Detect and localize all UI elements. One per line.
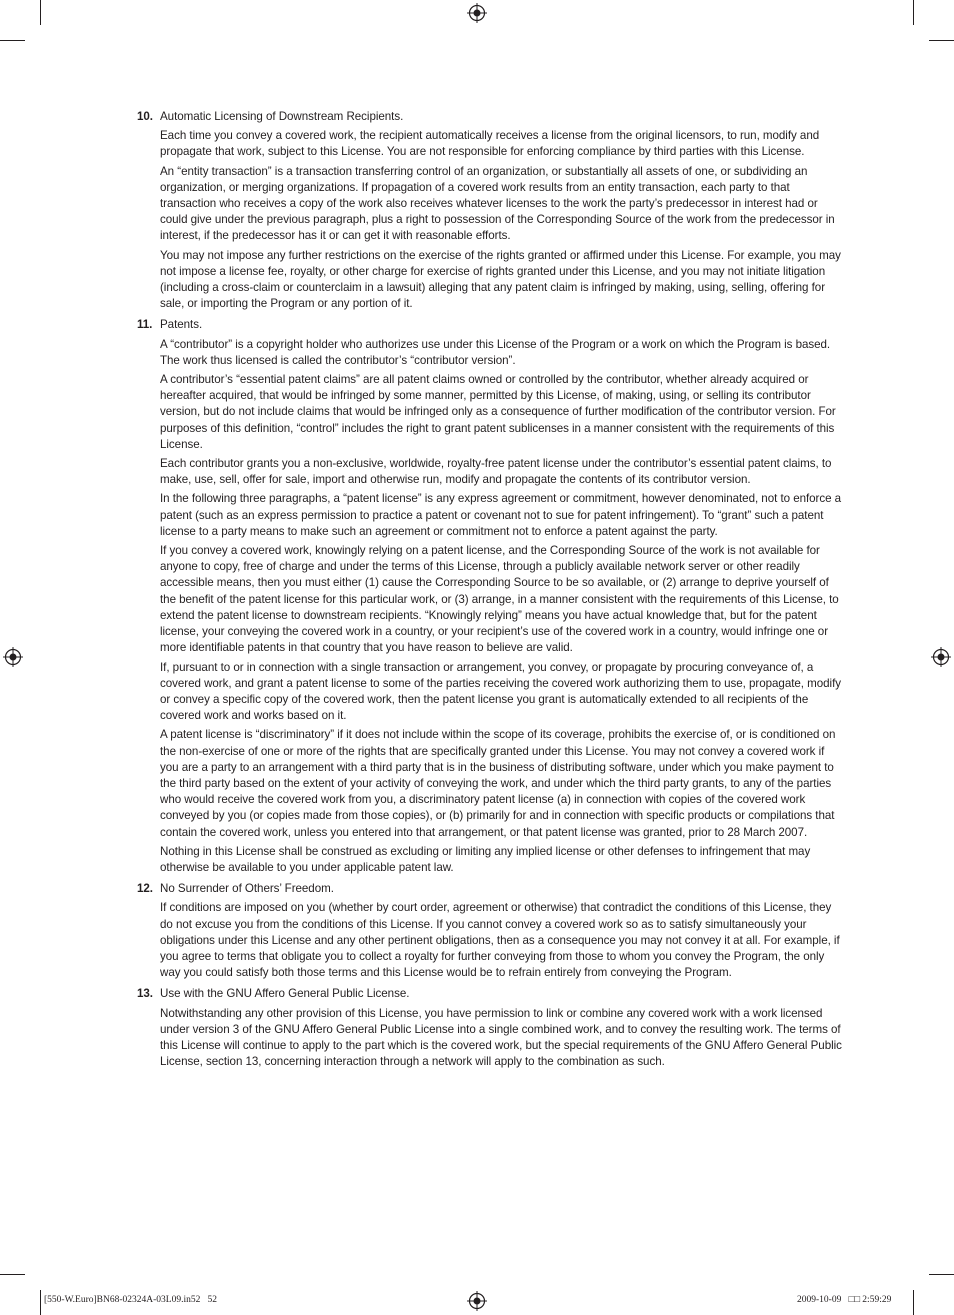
paragraph: A contributor’s “essential patent claims” are all patent claims owned or controlled by the contributor, whether already acquired or hereafter acquired, that would be infringed by some manner, permitted by this License, of making, using, or selling its contributor version, but do not include claims that would be infringed only as a consequence of further modification of the contributor version. For purposes of this definition, “control” includes the right to grant patent sublicenses in a manner consistent with the requirements of this License. — [160, 373, 836, 451]
paragraph: A “contributor” is a copyright holder who authorizes use under this License of the Program or a work on which the Program is based. The work thus licensed is called the contributor’s “contributor version”. — [160, 337, 831, 367]
section-title: Patents. — [160, 318, 203, 332]
registration-mark-icon — [931, 647, 951, 667]
section-title: Automatic Licensing of Downstream Recipients. — [160, 110, 404, 123]
paragraph: Each contributor grants you a non-exclusive, worldwide, royalty-free patent license under the contributor’s essential patent claims, to make, use, sell, offer for sale, import and otherwise run, modify and propagate the contents of its contributor version. — [160, 457, 832, 487]
section-13 — [137, 986, 843, 1070]
crop-mark-bottom-right-h — [929, 1274, 954, 1275]
crop-mark-top-right-h — [929, 40, 954, 41]
paragraph: If you convey a covered work, knowingly relying on a patent license, and the Corresponding Source of the work is not available for anyone to copy, free of charge and under the terms of this License, through a publicly available network server or other readily accessible means, then you must either (1) cause the Corresponding Source to be so available, or (2) arrange to deprive yourself of the benefit of the patent license for this particular work, or (3) arrange, in a manner consistent with the requirements of this License, to extend the patent license to downstream recipients. “Knowingly relying” means you have actual knowledge that, but for the patent license, your conveying the covered work in a country, or your recipient’s use of the covered work in a country, would infringe one or more identifiable patents in that country that you have reason to believe are valid. — [160, 544, 839, 655]
paragraph: Notwithstanding any other provision of this License, you have permission to link or combine any covered work with a work licensed under version 3 of the GNU Affero General Public License into a single combined work, and to convey the resulting work. The terms of this License will continue to apply to the part which is the covered work, but the special requirements of the GNU Affero General Public License, section 13, concerning interaction through a network will apply to the combination as such. — [160, 1006, 842, 1069]
section-12 — [137, 881, 843, 981]
footer-timestamp: 2009-10-09 □□ 2:59:29 — [797, 1295, 892, 1305]
crop-mark-top-left-h — [0, 40, 25, 41]
crop-mark-bottom-left-h — [0, 1274, 25, 1275]
paragraph: Nothing in this License shall be construed as excluding or limiting any implied license or other defenses to infringement that may otherwise be available to you under applicable patent law. — [160, 844, 811, 874]
section-number: 10. — [137, 110, 153, 123]
registration-mark-icon — [3, 647, 23, 667]
crop-mark-top-right-v — [913, 0, 914, 25]
crop-mark-bottom-right-v — [913, 1290, 914, 1315]
section-11 — [137, 317, 843, 876]
section-number: 13. — [137, 987, 153, 1001]
footer-file-info: [550-W.Euro]BN68-02324A-03L09.in52 52 — [44, 1295, 218, 1305]
paragraph: An “entity transaction” is a transaction transferring control of an organization, or substantially all assets of one, or subdividing an organization, or merging organizations. If propagation of a covered work results from an entity transaction, each party to that transaction who receives a copy of the work also receives whatever licenses to the work the party’s predecessor in interest had or could give under the previous paragraph, plus a right to possession of the Corresponding Source of the work from the predecessor in interest, if the predecessor has it or can get it with reasonable efforts. — [160, 164, 835, 243]
crop-mark-top-left-v — [40, 0, 41, 25]
paragraph: If, pursuant to or in connection with a single transaction or arrangement, you convey, or propagate by procuring conveyance of, a covered work, and grant a patent license to some of the parties receiving the covered work authorizing them to use, propagate, modify or convey a specific copy of the covered work, then the patent license you grant is automatically extended to all recipients of the covered work and works based on it. — [160, 660, 841, 723]
crop-mark-bottom-left-v — [40, 1290, 41, 1315]
paragraph: A patent license is “discriminatory” if it does not include within the scope of its coverage, prohibits the exercise of, or is conditioned on the non-exercise of one or more of the rights that are specifically granted under this License. You may not convey a covered work if you are a party to an arrangement with a third party that is in the business of distributing software, under which you make payment to the third party based on the extent of your activity of conveying the work, and under which the third party grants, to any of the parties who would receive the covered work from you, a discriminatory patent license (a) in connection with copies of the covered work conveyed by you (or copies made from those copies), or (b) primarily for and in connection with specific products or compilations that contain the covered work, unless you entered into that arrangement, or that patent license was granted, prior to 28 March 2007. — [160, 728, 836, 839]
license-text — [137, 109, 843, 1075]
registration-mark-icon — [467, 3, 487, 23]
section-number: 12. — [137, 882, 153, 896]
paragraph: If conditions are imposed on you (whether by court order, agreement or otherwise) that contradict the conditions of this License, they do not excuse you from the conditions of this License. If you cannot convey a covered work so as to satisfy simultaneously your obligations under this License and any other pertinent obligations, then as a consequence you may not convey it at all. For example, if you agree to terms that obligate you to collect a royalty for further conveying from those to whom you convey the Program, the only way you could satisfy both those terms and this License would be to refrain entirely from conveying the Program. — [160, 901, 840, 980]
section-title: Use with the GNU Affero General Public License. — [160, 987, 410, 1001]
section-number: 11. — [137, 318, 153, 332]
registration-mark-icon — [467, 1291, 487, 1311]
paragraph: You may not impose any further restrictions on the exercise of the rights granted or affirmed under this License. For example, you may not impose a license fee, royalty, or other charge for exercise of rights granted under this License, and you may not initiate litigation (including a cross-claim or counterclaim in a lawsuit) alleging that any patent claim is infringed by making, using, selling, offering for sale, or importing the Program or any portion of it. — [160, 248, 841, 311]
paragraph: Each time you convey a covered work, the recipient automatically receives a license from the original licensors, to run, modify and propagate that work, subject to this License. You are not responsible for enforcing compliance by third parties with this License. — [160, 129, 820, 159]
section-10 — [137, 109, 843, 312]
paragraph: In the following three paragraphs, a “patent license” is any express agreement or commitment, however denominated, not to enforce a patent (such as an express permission to practice a patent or covenant not to sue for patent infringement). To “grant” such a patent license to a party means to make such an agreement or commitment not to enforce a patent against the party. — [160, 492, 842, 538]
section-title: No Surrender of Others’ Freedom. — [160, 882, 334, 896]
